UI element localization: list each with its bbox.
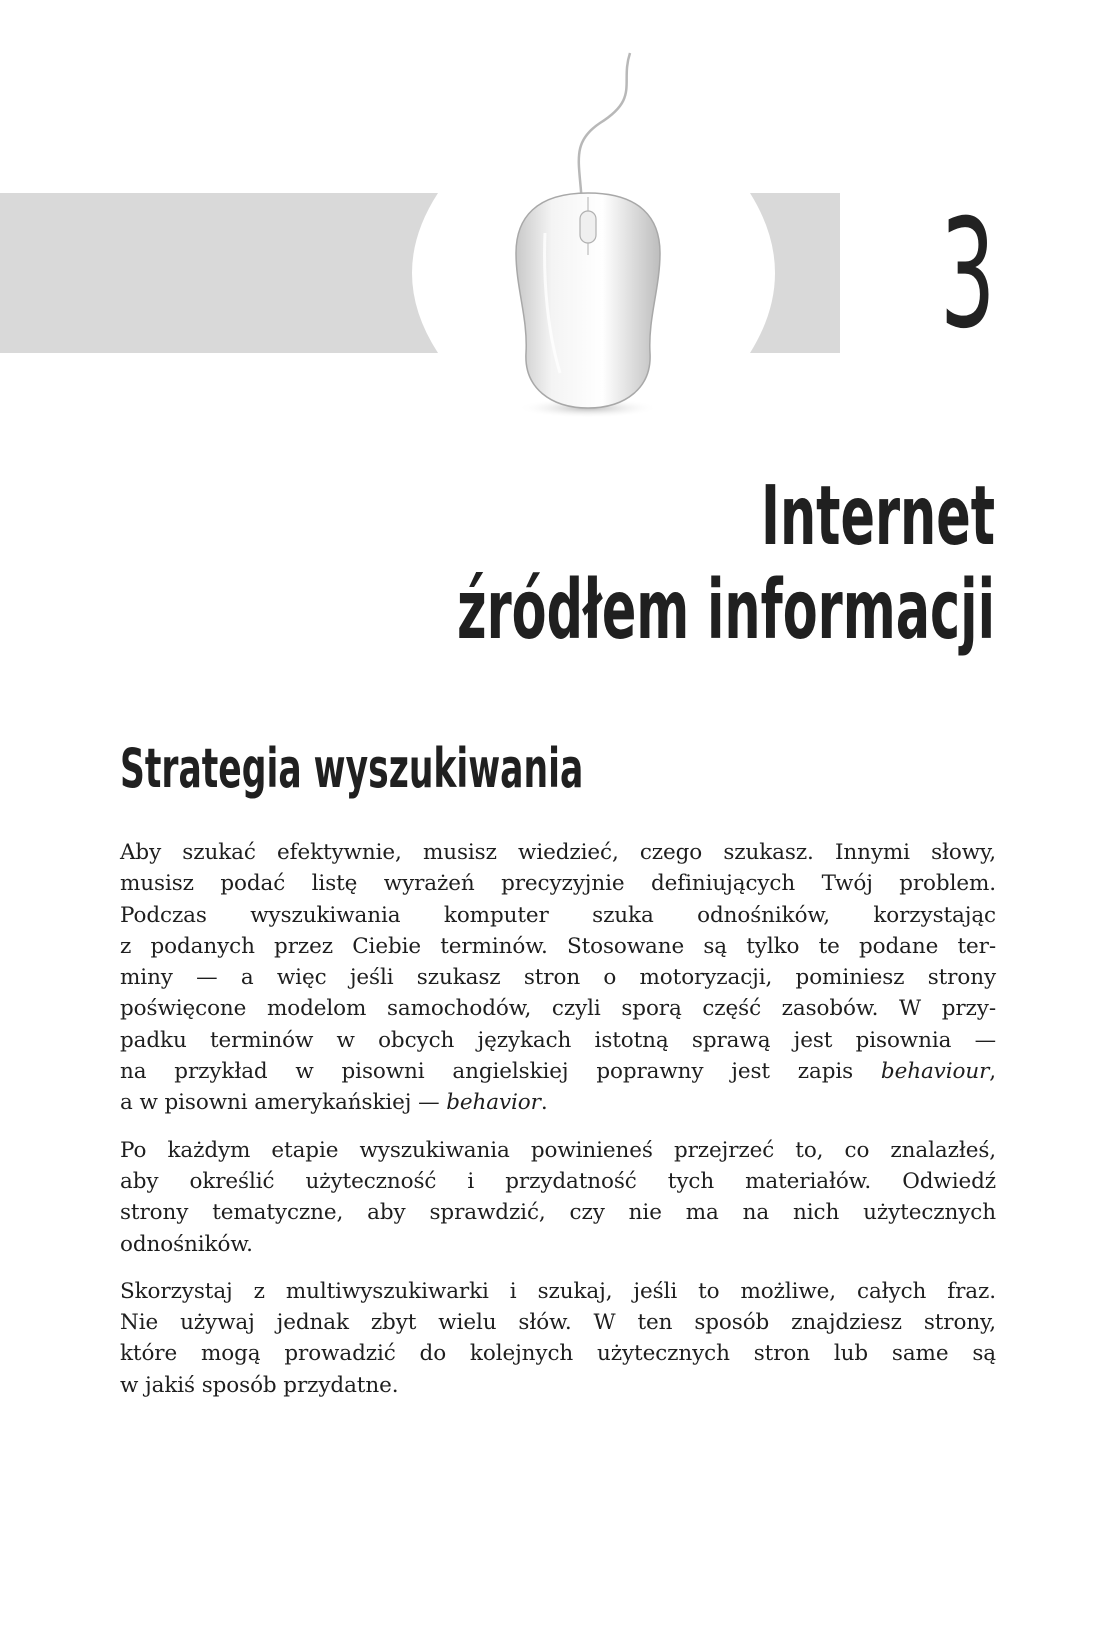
chapter-number: 3 (939, 188, 995, 362)
section-heading: Strategia wyszukiwania (120, 737, 584, 800)
chapter-title-line-1: Internet (761, 469, 995, 564)
text-run: , (989, 1059, 996, 1085)
paragraph-2 (120, 1135, 996, 1260)
text-line: z podanych przez Ciebie terminów. Stosowane są tylko te podane ter- (120, 933, 996, 959)
text-line: Nie używaj jednak zbyt wielu słów. W ten sposób znajdziesz strony, (120, 1310, 996, 1336)
text-line: Po każdym etapie wyszukiwania powinieneś przejrzeć to, co znalazłeś, (120, 1137, 996, 1163)
text-line: które mogą prowadzić do kolejnych użytecznych stron lub same są (120, 1341, 996, 1367)
text-line: strony tematyczne, aby sprawdzić, czy nie ma na nich użytecznych (120, 1200, 996, 1226)
text-line: aby określić użyteczność i przydatność tych materiałów. Odwiedź (120, 1168, 996, 1194)
text-line: w jakiś sposób przydatne. (120, 1372, 399, 1398)
text-line: Skorzystaj z multiwyszukiwarki i szukaj, jeśli to możliwe, całych fraz. (120, 1278, 996, 1304)
text-line-with-italic (120, 1087, 996, 1118)
italic-term: behaviour (880, 1059, 990, 1085)
chapter-banner (0, 188, 1103, 362)
text-run: a w pisowni amerykańskiej — (120, 1090, 447, 1116)
italic-term: behavior (446, 1090, 541, 1116)
text-run: na przykład w pisowni angielskiej poprawny jest zapis (120, 1059, 881, 1085)
text-line: Aby szukać efektywnie, musisz wiedzieć, czego szukasz. Innymi słowy, (120, 840, 996, 865)
text-line: Podczas wyszukiwania komputer szuka odnośników, korzystając (120, 902, 996, 928)
text-line: miny — a więc jeśli szukasz stron o motoryzacji, pominiesz strony (120, 965, 996, 991)
chapter-title-line-2: źródłem informacji (456, 563, 996, 658)
text-line: odnośników. (120, 1231, 253, 1257)
text-run: . (540, 1090, 548, 1116)
body-text (120, 837, 996, 1417)
paragraph-3 (120, 1276, 996, 1401)
paragraph-1 (120, 837, 996, 1119)
text-line: padku terminów w obcych językach istotną sprawą jest pisownia — (120, 1027, 996, 1053)
text-line: musisz podać listę wyrażeń precyzyjnie definiujących Twój problem. (120, 871, 996, 897)
chapter-title (95, 470, 995, 658)
text-line: poświęcone modelom samochodów, czyli sporą część zasobów. W przy- (120, 996, 996, 1022)
text-line-with-italic (120, 1056, 996, 1087)
computer-mouse-icon (0, 188, 1103, 413)
